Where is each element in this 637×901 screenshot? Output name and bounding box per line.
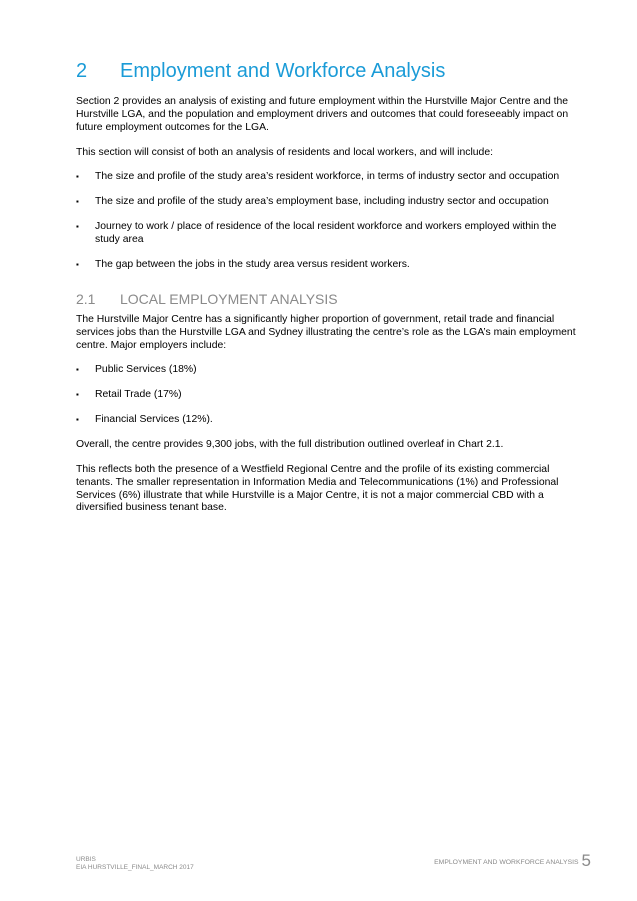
section-paragraph: The Hurstville Major Centre has a significantly higher proportion of government, retail trade and financial services jobs than the Hurstville LGA and Sydney illustrating the centre’s role as the LGA’s main employment centre. Major employers include: xyxy=(76,314,576,351)
list-item-text: The gap between the jobs in the study area versus resident workers. xyxy=(95,259,410,270)
footer-left xyxy=(76,856,194,872)
closing-paragraph-2: This reflects both the presence of a Westfield Regional Centre and the profile of its existing commercial tenants. The smaller representation in Information Media and Telecommunications (1%) and Professional Services (6%) illustrate that while Hurstville is a Major Centre, it is not a major commercial CBD with a diversified business tenant base. xyxy=(76,464,559,514)
intro-paragraph-1: Section 2 provides an analysis of existing and future employment within the Hurstville Major Centre and the Hurstville LGA, and the population and employment drivers and outcomes that could foreseeably impact on future employment outcomes for the LGA. xyxy=(76,96,569,133)
list-item-text: The size and profile of the study area’s employment base, including industry sector and occupation xyxy=(95,196,549,207)
section-number: 2 xyxy=(76,60,88,82)
subsection-number: 2.1 xyxy=(76,291,96,307)
bullet-icon: ▪ xyxy=(76,415,79,424)
bullet-icon: ▪ xyxy=(76,260,79,269)
closing-paragraph-1: Overall, the centre provides 9,300 jobs, with the full distribution outlined overleaf in Chart 2.1. xyxy=(76,439,504,450)
list-item-text: Financial Services (12%). xyxy=(95,414,213,425)
subsection-heading xyxy=(76,291,338,307)
list-item-text: Journey to work / place of residence of the local resident workforce and workers employed within the study area xyxy=(95,221,557,245)
bullet-icon: ▪ xyxy=(76,197,79,206)
list-item-text: Public Services (18%) xyxy=(95,364,197,375)
bullet-icon: ▪ xyxy=(76,222,79,231)
bullet-icon: ▪ xyxy=(76,172,79,181)
section-title: Employment and Workforce Analysis xyxy=(120,60,446,82)
section-heading xyxy=(76,60,445,83)
footer-section-label: EMPLOYMENT AND WORKFORCE ANALYSIS xyxy=(434,859,579,866)
footer-file-name: EIA HURSTVILLE_FINAL_MARCH 2017 xyxy=(76,864,194,871)
bullet-icon: ▪ xyxy=(76,365,79,374)
bullet-icon: ▪ xyxy=(76,390,79,399)
subsection-title: LOCAL EMPLOYMENT ANALYSIS xyxy=(120,291,338,307)
page-number: 5 xyxy=(581,851,591,870)
intro-paragraph-2: This section will consist of both an analysis of residents and local workers, and will include: xyxy=(76,147,493,158)
list-item-text: The size and profile of the study area’s resident workforce, in terms of industry sector and occupation xyxy=(95,171,560,182)
footer-right xyxy=(434,851,591,871)
footer-company: URBIS xyxy=(76,856,96,863)
list-item-text: Retail Trade (17%) xyxy=(95,389,182,400)
